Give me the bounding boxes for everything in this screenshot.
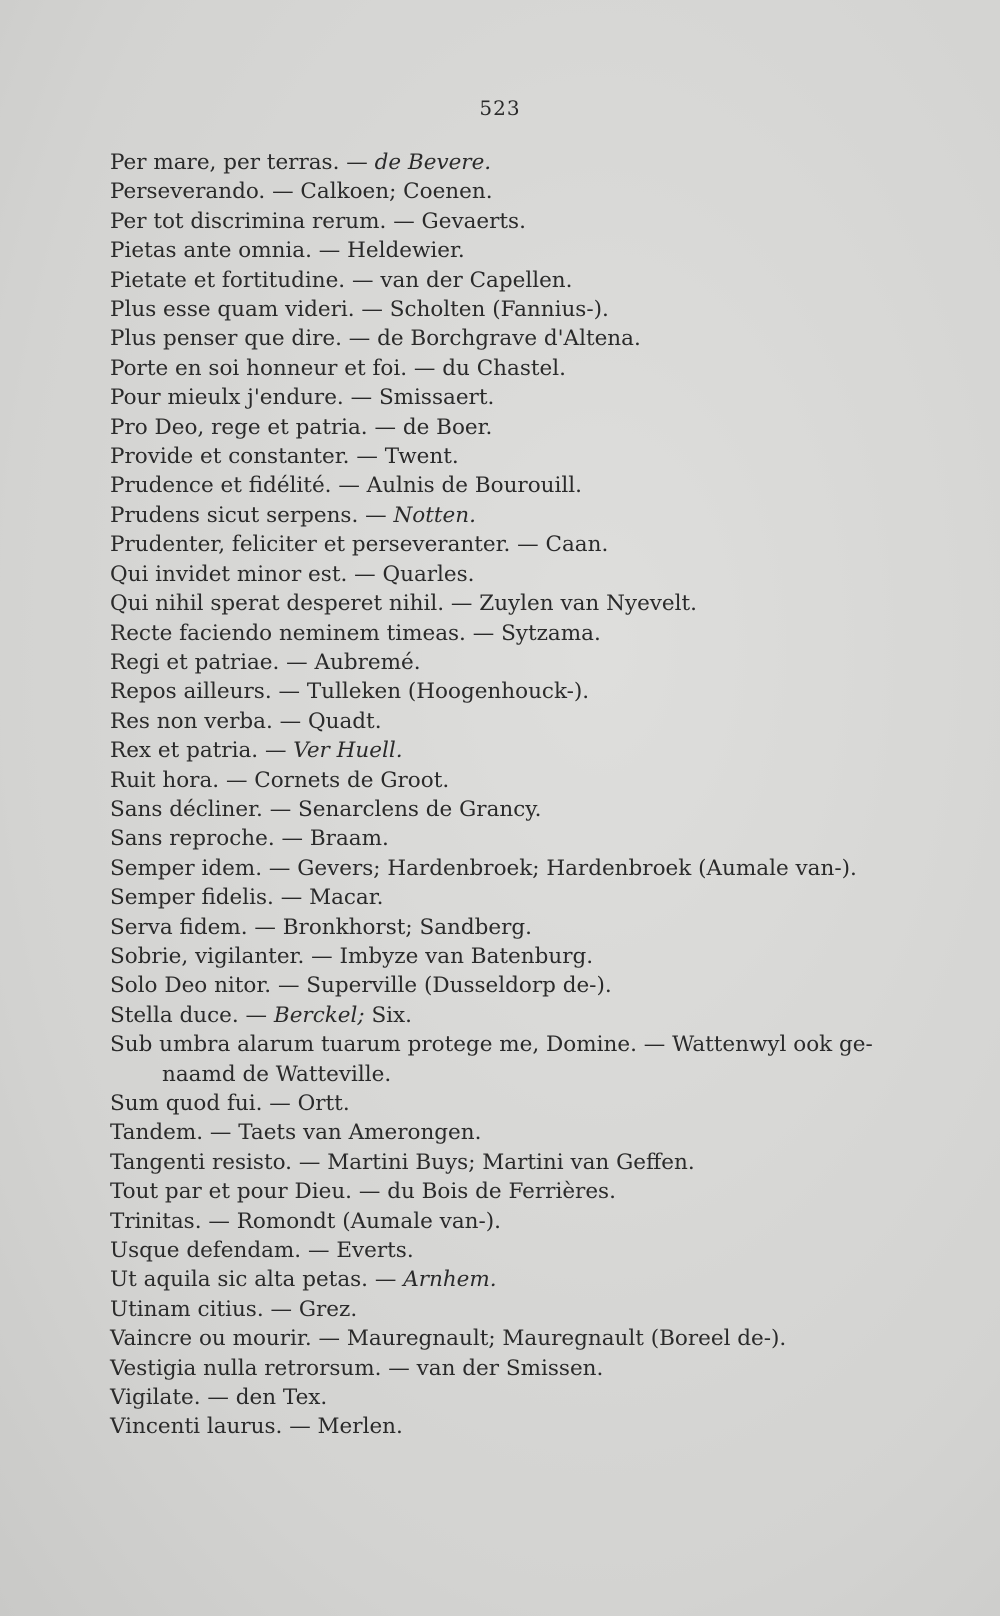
em-dash: — [304, 943, 340, 969]
motto-entry [110, 1295, 890, 1324]
family-names: Cornets de Groot. [254, 767, 450, 793]
motto-text: Per tot discrimina rerum. [110, 208, 387, 234]
em-dash: — [465, 620, 502, 646]
motto-entry [110, 883, 890, 912]
motto-text: Vigilate. [110, 1385, 201, 1411]
motto-entry [110, 1118, 890, 1147]
family-names: Braam. [309, 826, 389, 852]
motto-text: naamd de Watteville. [162, 1061, 392, 1087]
family-names-italic: Ver Huell. [293, 738, 403, 764]
motto-entry [110, 942, 890, 971]
motto-text: Solo Deo nitor. [110, 973, 272, 999]
motto-text: Perseverando. [110, 179, 266, 205]
motto-entry [110, 1354, 890, 1383]
motto-entry [110, 295, 890, 324]
em-dash: — [636, 1032, 673, 1058]
motto-entry [110, 148, 890, 177]
motto-text: Provide et constanter. [110, 444, 350, 470]
motto-entry [110, 413, 890, 442]
family-names: Twent. [384, 444, 459, 470]
em-dash: — [273, 885, 310, 911]
motto-text: Repos ailleurs. [110, 679, 272, 705]
family-names: Bronkhorst; Sandberg. [282, 914, 532, 940]
motto-text: Ruit hora. [110, 767, 220, 793]
family-names: Superville (Dusseldorp de-). [306, 973, 612, 999]
motto-entry [110, 560, 890, 589]
motto-entry [110, 207, 890, 236]
family-names-italic: Arnhem. [403, 1267, 497, 1293]
motto-text: Qui nihil sperat desperet nihil. [110, 591, 445, 617]
motto-text: Trinitas. [110, 1208, 202, 1234]
family-names: Merlen. [317, 1414, 403, 1440]
motto-entry [110, 795, 890, 824]
em-dash: — [368, 1267, 404, 1293]
family-names-italic: Berckel; [273, 1002, 365, 1028]
family-names: Calkoen; Coenen. [300, 179, 493, 205]
em-dash: — [263, 1296, 299, 1322]
motto-text: Vincenti laurus. [110, 1414, 283, 1440]
motto-entry [110, 1089, 890, 1118]
family-names: Gevers; Hardenbroek; Hardenbroek (Aumale van-). [297, 855, 857, 881]
motto-text: Pietate et fortitudine. [110, 267, 346, 293]
motto-entry [110, 383, 890, 412]
em-dash: — [203, 1120, 239, 1146]
motto-entry [110, 854, 890, 883]
em-dash: — [271, 973, 307, 999]
motto-text: Serva fidem. [110, 914, 248, 940]
em-dash: — [262, 796, 299, 822]
motto-text: Tandem. [110, 1120, 204, 1146]
page-number: 523 [479, 96, 521, 120]
motto-entry [110, 824, 890, 853]
motto-entry [110, 619, 890, 648]
em-dash: — [311, 238, 348, 264]
em-dash: — [407, 355, 443, 381]
motto-list [110, 148, 890, 1442]
em-dash: — [343, 385, 379, 411]
motto-text: Plus penser que dire. [110, 326, 342, 352]
family-names: Ortt. [297, 1091, 350, 1116]
em-dash: — [200, 1385, 236, 1411]
family-names: Martini Buys; Martini van Geffen. [327, 1149, 695, 1175]
motto-entry [110, 589, 890, 618]
em-dash: — [271, 679, 307, 705]
em-dash: — [219, 767, 255, 793]
family-names: Romondt (Aumale van-). [236, 1208, 501, 1234]
motto-entry [110, 501, 890, 530]
motto-text: Tangenti resisto. [110, 1149, 293, 1175]
em-dash: — [345, 267, 381, 293]
em-dash: — [444, 591, 480, 617]
em-dash: — [386, 208, 422, 234]
motto-text: Plus esse quam videri. [110, 297, 355, 323]
motto-text: Sum quod fui. [110, 1091, 263, 1116]
motto-text: Res non verba. [110, 708, 273, 734]
motto-text: Semper fidelis. [110, 885, 274, 911]
em-dash: — [247, 914, 283, 940]
motto-text: Pietas ante omnia. [110, 238, 312, 264]
motto-entry [110, 707, 890, 736]
family-names: Quadt. [308, 708, 382, 734]
motto-text: Pour mieulx j'endure. [110, 385, 344, 411]
family-names: de Borchgrave d'Altena. [377, 326, 641, 352]
motto-entry [110, 1001, 890, 1030]
em-dash: — [265, 179, 301, 205]
em-dash: — [301, 1238, 337, 1264]
motto-text: Per mare, per terras. [110, 150, 340, 175]
motto-entry [110, 442, 890, 471]
family-names: Sytzama. [501, 620, 601, 646]
em-dash: — [282, 1414, 318, 1440]
motto-text: Sobrie, vigilanter. [110, 943, 305, 969]
em-dash: — [292, 1149, 328, 1175]
family-names-tail: Six. [364, 1002, 413, 1028]
family-names-italic: Notten. [393, 502, 476, 528]
em-dash: — [258, 738, 294, 764]
em-dash: — [354, 297, 390, 323]
family-names: Imbyze van Batenburg. [339, 943, 594, 969]
motto-entry [110, 766, 890, 795]
motto-text: Sans décliner. [110, 796, 263, 822]
em-dash: — [238, 1002, 274, 1028]
family-names: Heldewier. [347, 238, 465, 264]
family-names: van der Smissen. [416, 1355, 604, 1381]
em-dash: — [341, 326, 378, 352]
motto-text: Prudenter, feliciter et perseveranter. [110, 532, 511, 558]
motto-entry [110, 471, 890, 500]
em-dash: — [358, 502, 394, 528]
family-names: Gevaerts. [421, 208, 526, 234]
em-dash: — [274, 826, 310, 852]
motto-text: Sub umbra alarum tuarum protege me, Domine. [110, 1032, 637, 1058]
motto-entry [110, 1383, 890, 1412]
family-names: van der Capellen. [380, 267, 573, 293]
family-names: Grez. [298, 1296, 358, 1322]
em-dash: — [347, 561, 383, 587]
family-names-italic: de Bevere. [374, 150, 492, 175]
family-names: du Chastel. [442, 355, 566, 381]
em-dash: — [262, 1091, 298, 1116]
em-dash: — [201, 1208, 237, 1234]
motto-text: Utinam citius. [110, 1296, 264, 1322]
family-names: Senarclens de Grancy. [298, 796, 542, 822]
motto-text: Prudens sicut serpens. [110, 502, 359, 528]
em-dash: — [510, 532, 546, 558]
motto-entry [110, 1324, 890, 1353]
em-dash: — [381, 1355, 417, 1381]
motto-entry [110, 354, 890, 383]
motto-text: Tout par et pour Dieu. [110, 1179, 353, 1205]
family-names: Aulnis de Bourouill. [366, 473, 582, 499]
em-dash: — [352, 1179, 388, 1205]
motto-text: Qui invidet minor est. [110, 561, 348, 587]
motto-entry [110, 266, 890, 295]
family-names: Aubremé. [314, 649, 421, 675]
motto-text: Vestigia nulla retrorsum. [110, 1355, 382, 1381]
motto-entry [110, 1207, 890, 1236]
motto-entry [110, 236, 890, 265]
motto-text: Porte en soi honneur et foi. [110, 355, 408, 381]
motto-entry [110, 677, 890, 706]
motto-entry [110, 648, 890, 677]
em-dash: — [339, 150, 375, 175]
motto-entry-continuation [110, 1060, 890, 1089]
motto-text: Stella duce. [110, 1002, 239, 1028]
family-names: Macar. [309, 885, 384, 911]
motto-text: Semper idem. [110, 855, 263, 881]
motto-text: Recte faciendo neminem timeas. [110, 620, 466, 646]
motto-entry [110, 1265, 890, 1294]
em-dash: — [349, 444, 385, 470]
motto-entry [110, 971, 890, 1000]
family-names: Scholten (Fannius-). [389, 297, 609, 323]
motto-text: Prudence et fidélité. [110, 473, 332, 499]
em-dash: — [262, 855, 298, 881]
em-dash: — [272, 708, 308, 734]
family-names: du Bois de Ferrières. [387, 1179, 616, 1205]
motto-entry [110, 1148, 890, 1177]
family-names: Wattenwyl ook ge- [672, 1032, 873, 1058]
motto-entry [110, 177, 890, 206]
em-dash: — [311, 1326, 347, 1352]
family-names: Taets van Amerongen. [238, 1120, 482, 1146]
motto-text: Pro Deo, rege et patria. [110, 414, 368, 440]
family-names: Caan. [545, 532, 609, 558]
motto-entry [110, 1177, 890, 1206]
family-names: de Boer. [402, 414, 493, 440]
motto-text: Ut aquila sic alta petas. [110, 1267, 369, 1293]
family-names: Tulleken (Hoogenhouck-). [306, 679, 590, 705]
motto-entry [110, 1412, 890, 1441]
motto-entry [110, 530, 890, 559]
family-names: Everts. [336, 1238, 414, 1264]
motto-entry [110, 736, 890, 765]
motto-text: Sans reproche. [110, 826, 275, 852]
motto-entry [110, 1236, 890, 1265]
motto-text: Rex et patria. [110, 738, 259, 764]
motto-text: Vaincre ou mourir. [110, 1326, 312, 1352]
motto-text: Usque defendam. [110, 1238, 302, 1264]
motto-text: Regi et patriae. [110, 649, 280, 675]
family-names: Quarles. [382, 561, 475, 587]
family-names: Mauregnault; Mauregnault (Boreel de-). [346, 1326, 787, 1352]
motto-entry [110, 1030, 890, 1059]
em-dash: — [367, 414, 403, 440]
motto-entry [110, 913, 890, 942]
em-dash: — [279, 649, 315, 675]
em-dash: — [331, 473, 367, 499]
family-names: Zuylen van Nyevelt. [479, 591, 698, 617]
family-names: den Tex. [235, 1385, 328, 1411]
family-names: Smissaert. [378, 385, 495, 411]
motto-entry [110, 324, 890, 353]
